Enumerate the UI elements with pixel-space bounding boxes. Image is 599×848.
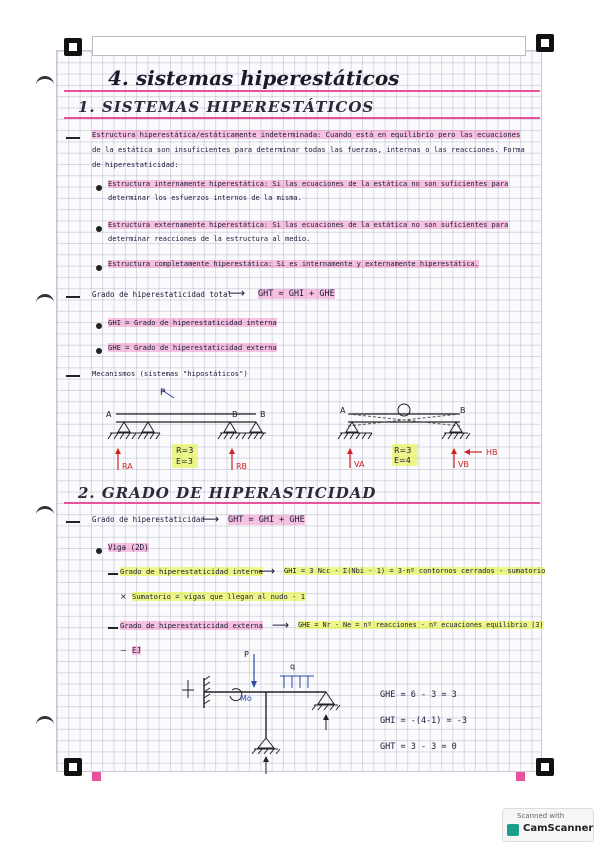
bullet-dot [96, 548, 102, 554]
definition-line-2: de la estática son insuficientes para determinar todas las fuerzas, internas o las reacciones. Forma [92, 145, 525, 154]
pink-mark-right [516, 772, 525, 781]
section2-underline [64, 502, 540, 504]
arrow-icon: ⟶ [272, 618, 290, 632]
bullet-1-text: Estructura internamente hiperestática: Si las ecuaciones de la estática no son suficientes para [108, 180, 509, 188]
watermark-line-1: Scanned with [517, 812, 565, 820]
result-ghe: GHE = 6 - 3 = 3 [380, 690, 457, 700]
section1-underline [64, 117, 540, 119]
grado-equation: GHT = GHI + GHE [228, 515, 305, 525]
diagram2-node-b: B [460, 406, 466, 415]
diagram1-e-count: E=3 [176, 457, 193, 466]
approx-marker: ~ [120, 646, 127, 655]
camscanner-logo [507, 824, 519, 836]
dash-marker [66, 375, 80, 377]
bullet-dot [96, 226, 102, 232]
result-ght: GHT = 3 - 3 = 0 [380, 742, 457, 752]
header-box [92, 36, 526, 56]
corner-marker-top-right [536, 34, 554, 52]
star-marker: × [120, 592, 127, 601]
definition-text: Estructura hiperestática/estáticamente indeterminada: Cuando está en equilibrio pero las ecuaciones [92, 130, 521, 139]
example-load-q: q [290, 662, 296, 671]
viga-label: Viga (2D) [108, 543, 149, 552]
corner-marker-bottom-right [536, 758, 554, 776]
bullet-1-line-2: determinar los esfuerzos internos de la misma. [108, 194, 302, 202]
grado-label: Grado de hiperestaticidad [92, 515, 205, 524]
ghe-label: Grado de hiperestaticidad externa [120, 621, 263, 630]
section2-heading: 2. GRADO DE HIPERASTICIDAD [78, 484, 377, 502]
definition-line-1 [92, 130, 520, 139]
diagram2-reaction-hb: HB [486, 448, 498, 457]
dash-marker [108, 573, 118, 575]
ghi-equation: GHI = 3 Ncc - Σ(Nbi - 1) = 3·nº contornos cerrados - sumatorio [284, 567, 546, 575]
grado-total-label: Grado de hiperestaticidad total [92, 290, 232, 299]
dash-marker [108, 627, 118, 629]
bullet-2-line-2: determinar reacciones de la estructura al medio. [108, 235, 311, 243]
bullet-3-text: Estructura completamente hiperestática: Si es internamente y externamente hiperestática. [108, 260, 479, 268]
bullet-dot [96, 185, 102, 191]
bullet-2-text: Estructura externamente hiperestática: Si las ecuaciones de la estática no son suficientes para [108, 221, 509, 229]
diagram2-reaction-va: VA [354, 460, 365, 469]
arrow-icon: ⟶ [258, 564, 276, 578]
bullet-3-line-1 [108, 260, 479, 268]
ghe-equation: GHE = Nr - Ne = nº reacciones - nº ecuaciones equilibrio (3) [298, 621, 544, 629]
watermark-line-2: CamScanner [523, 823, 594, 834]
pink-mark-left [92, 772, 101, 781]
ghi-label: Grado de hiperestaticidad interna [120, 567, 263, 576]
corner-marker-bottom-left [64, 758, 82, 776]
diagram2-e-count: E=4 [394, 456, 411, 465]
diagram1-node-b2: B [260, 410, 266, 419]
title-underline [64, 90, 540, 92]
dash-marker [66, 137, 80, 139]
corner-marker-top-left [64, 38, 82, 56]
sumatorio-definition: Sumatorio = vigas que llegan al nudo - 1 [132, 592, 306, 601]
diagram2-node-a: A [340, 406, 346, 415]
example-moment-mo: Mo [240, 694, 252, 703]
binder-hole [36, 76, 54, 89]
bullet-1-line-1 [108, 180, 508, 188]
binder-hole [36, 506, 54, 519]
diagram1-node-a: A [106, 410, 112, 419]
page-title: 4. sistemas hiperestáticos [108, 66, 400, 90]
section1-heading: 1. SISTEMAS HIPERESTÁTICOS [78, 98, 375, 116]
dash-marker [66, 296, 80, 298]
diagram2-reaction-vb: VB [458, 460, 469, 469]
diagram1-reaction-a: RA [122, 462, 133, 471]
ghe-definition: GHE = Grado de hiperestaticidad externa [108, 343, 277, 352]
example-frame-diagram [166, 650, 356, 776]
binder-hole [36, 294, 54, 307]
bullet-dot [96, 323, 102, 329]
diagram1-reaction-b: RB [236, 462, 248, 471]
mecanismos-label: Mecanismos (sistemas "hipostáticos") [92, 369, 248, 378]
example-label: EJ [132, 646, 142, 655]
arrow-icon: ⟶ [228, 286, 246, 300]
binder-hole [36, 716, 54, 729]
definition-line-3: de hiperestaticidad: [92, 160, 179, 169]
ghi-definition: GHI = Grado de hiperestaticidad interna [108, 318, 277, 327]
bullet-dot [96, 348, 102, 354]
grado-total-equation: GHT = GHI + GHE [258, 289, 335, 299]
diagram1-node-b: B [232, 410, 238, 419]
bullet-2-line-1 [108, 221, 508, 229]
bullet-dot [96, 265, 102, 271]
diagram1-load-label: P [160, 388, 166, 398]
dash-marker [66, 521, 80, 523]
diagram1-r-count: R=3 [176, 446, 194, 455]
arrow-icon: ⟶ [202, 512, 220, 526]
diagram2-r-count: R=3 [394, 446, 412, 455]
result-ghi: GHI = -(4-1) = -3 [380, 716, 467, 726]
scanner-watermark [502, 808, 594, 842]
example-load-p: P [244, 650, 249, 659]
